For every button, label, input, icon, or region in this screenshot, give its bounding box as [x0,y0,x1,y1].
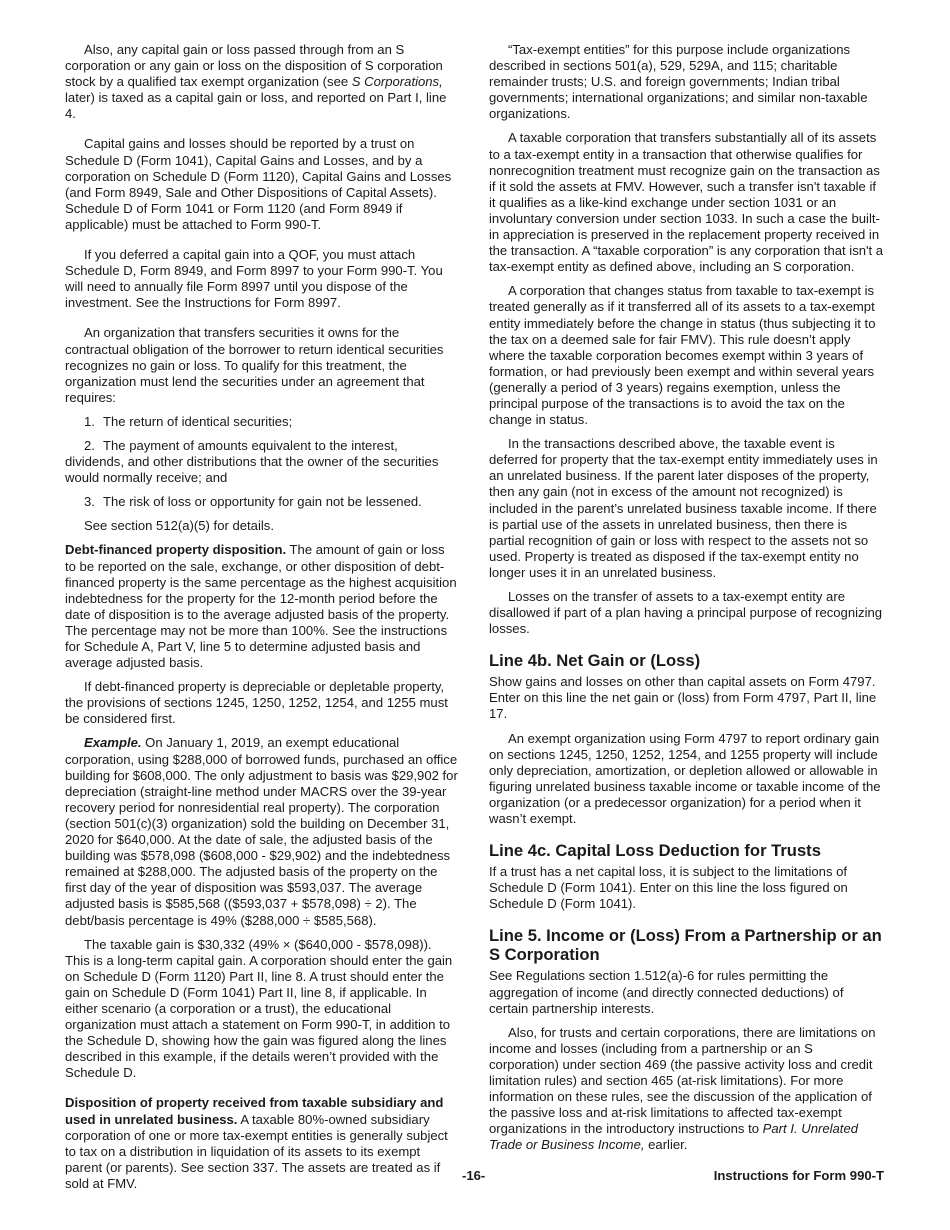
paragraph-deferred-event: In the transactions described above, the taxable event is deferred for property that the tax-exempt entity immediately uses in an unrelated business. If the parent later disposes of the property, then any gain (not in excess of the amount not recognized) is included in the parent’s unrelated business taxable income. If there is partial use of the assets in unrelated business, then there is partial recognition of gain or loss with respect to the assets not so used. Property is treated as disposed if the tax-exempt entity no longer uses it in an unrelated business. [489,436,878,580]
paragraph-taxable-gain: The taxable gain is $30,332 (49% × ($640,000 - $578,098)). This is a long-term capital gain. A corporation should enter the gain on Schedule D (Form 1120) Part II, line 8. A trust should enter the gain on Schedule D (Form 1041) Part II, line 8, if applicable. In either scenario (a corporation or a trust), the educational organization must attach a statement on Form 990-T, in addition to the Schedule D, showing how the gain was figured along the lines described in this example, if the details weren’t provided with the Schedule D. [65,936,453,1081]
list-item: 1. The return of identical securities; [84,413,293,429]
paragraph-asset-transfer: A taxable corporation that transfers substantially all of its assets to a tax-exempt entity in a transaction that otherwise qualifies for nonrecognition treatment must recognize gain on the transaction as if it sold the assets at FMV. However, such a transfer isn't taxable if it qualifies as a like-kind exchange under section 1031 or an involuntary conversion under section 1033. In such a case the built-in appreciation is preserved in the replacement property received in the transaction. A “taxable corporation” is any corporation that isn't a tax-exempt entity as defined above, including an S corporation. [489,130,884,275]
heading-line-4c: Line 4c. Capital Loss Deduction for Trusts [489,841,821,861]
paragraph-securities-lending: An organization that transfers securities it owns for the contractual obligation of the borrower to return identical securities recognizes no gain or loss. To qualify for this treatment, the organization must lend the securities under an agreement that requires: [65,325,444,405]
paragraph-form-4797: Show gains and losses on other than capital assets on Form 4797. Enter on this line the net gain or (loss) from Form 4797, Part II, line 17. [489,674,877,722]
paragraph-example: Example. On January 1, 2019, an exempt educational corporation, using $288,000 of borrowed funds, purchased an office building for $608,000. The only adjustment to basis was $29,902 for depreciation (straight-line method under MACRS over the 39-year recovery period for nonresidential real property). The corporation (section 501(c)(3) organization) sold the building on December 31, 2020 for $640,000. At the date of sale, the adjusted basis of the building was $578,098 ($608,000 - $29,902) and the indebtedness remained at $288,000. The adjusted basis of the property on the first day of the year of disposition was $593,037. The average adjusted basis is $585,568 (($593,037 + $578,098) ÷ 2). The debt/basis percentage is 49% ($288,000 ÷ $585,568). [65,735,458,928]
s-corporations-reference: S Corporations, [351,74,443,90]
paragraph-aggregation: See Regulations section 1.512(a)-6 for rules permitting the aggregation of income (and directly connected deductions) of certain partnership interests. [489,968,844,1016]
paragraph-status-change: A corporation that changes status from taxable to tax-exempt is treated generally as if it transferred all of its assets to a tax-exempt entity immediately before the change in status (thus subjecting it to the tax on a deemed sale for fair FMV). This rule doesn’t apply where the taxable corporation becomes exempt within 3 years of formation, or had previously been exempt and within several years (generally a period of 3 years) regains exemption, unless the principal purpose of the transactions is to avoid the tax on the change in status. [489,283,876,428]
right-column [489,42,885,1161]
paragraph-see-section: See section 512(a)(5) for details. [84,518,274,534]
heading-line-4b: Line 4b. Net Gain or (Loss) [489,651,701,671]
paragraph-net-capital-loss: If a trust has a net capital loss, it is subject to the limitations of Schedule D (Form 1041). Enter on this line the loss figured on Schedule D (Form 1041). [489,864,848,912]
taxable-subsidiary-heading: Disposition of property received from taxable subsidiary and used in unrelated business. [65,1095,444,1127]
left-column [65,42,459,1200]
paragraph-ordinary-gain: An exempt organization using Form 4797 to report ordinary gain on sections 1245, 1250, 1252, 1254, and 1255 property will include only depreciation, amortization, or depletion allowed or allowable in figuring unrelated business taxable income or taxable income of the organization (or a predecessor organization) for a period when it wasn’t exempt. [489,730,881,827]
page-number: -16- [462,1168,486,1183]
part-i-reference: Part I. Unrelated Trade or Business Income, [489,1121,859,1153]
paragraph-taxable-subsidiary: Disposition of property received from taxable subsidiary and used in unrelated business. A taxable 80%-owned subsidiary corporation of one or more tax-exempt entities is generally subject to tax on a distribution in liquidation of its assets to its exempt parent (or parents). See section 337. The assets are treated as if sold at FMV. [65,1095,448,1191]
list-item: 2. The payment of amounts equivalent to the interest, dividends, and other distributions that the owner of the securities would normally receive; and [65,437,439,486]
paragraph-tax-exempt-entities: “Tax-exempt entities” for this purpose include organizations described in sections 501(a), 529, 529A, and 115; charitable remainder trusts; U.S. and foreign governments; Indian tribal governments; international organizations; and similar non-taxable organizations. [489,42,868,122]
paragraph-depreciable: If debt-financed property is depreciable or depletable property, the provisions of sections 1245, 1250, 1252, 1254, and 1255 must be considered first. [65,679,448,727]
heading-line-5: Line 5. Income or (Loss) From a Partnership or an S Corporation [489,926,882,965]
paragraph-qof: If you deferred a capital gain into a QOF, you must attach Schedule D, Form 8949, and Form 8997 to your Form 990-T. You will need to annually file Form 8997 until you dispose of the investment. See the Instructions for Form 8997. [65,247,443,311]
paragraph-s-corp: Also, any capital gain or loss passed through from an S corporation or any gain or loss on the disposition of S corporation stock by a qualified tax exempt organization (see S Corporations, later) is taxed as a capital gain or loss, and reported on Part I, line 4. [65,42,447,122]
debt-financed-heading: Debt-financed property disposition. [65,542,287,558]
list-item: 3. The risk of loss or opportunity for gain not be lessened. [84,494,422,510]
paragraph-schedule-d: Capital gains and losses should be reported by a trust on Schedule D (Form 1041), Capital Gains and Losses, and by a corporation on Schedule D (Form 1120), Capital Gains and Losses (and Form 8949, Sale and Other Dispositions of Capital Assets). Schedule D of Form 1041 or Form 1120 (and Form 8949 if applicable) must be attached to Form 990-T. [65,136,452,232]
form-title: Instructions for Form 990-T [713,1168,884,1183]
page-footer [0,1168,950,1188]
paragraph-passive-loss: Also, for trusts and certain corporations, there are limitations on income and losses (including from a partnership or an S corporation) under section 469 (the passive activity loss and credit limitation rules) and section 465 (at-risk limitations). For more information on these rules, see the discussion of the application of the passive loss and at-risk limitations to affected tax-exempt organizations in the introductory instructions to Part I. Unrelated Trade or Business Income, earlier. [489,1024,876,1153]
paragraph-losses-disallowed: Losses on the transfer of assets to a tax-exempt entity are disallowed if part of a plan having a principal purpose of recognizing losses. [489,589,883,637]
paragraph-debt-financed: Debt-financed property disposition. The amount of gain or loss to be reported on the sale, exchange, or other disposition of debt-financed property is the same percentage as the highest acquisition indebtedness for the property for the 12-month period before the date of disposition is to the average adjusted basis of the property. The percentage may not be more than 100%. See the instructions for Schedule A, Part V, line 5 to determine adjusted basis and average adjusted basis. [65,542,457,671]
example-label: Example. [84,735,142,751]
